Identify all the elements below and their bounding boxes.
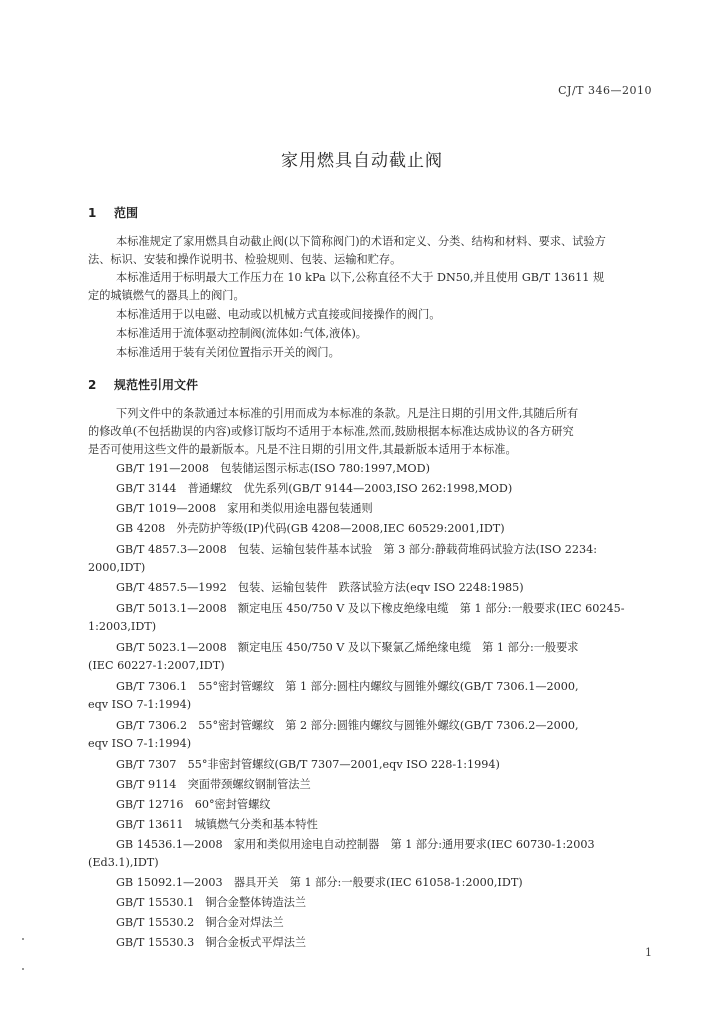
scope-line: 本标准规定了家用燃具自动截止阀(以下简称阀门)的术语和定义、分类、结构和材料、要求、试验方 xyxy=(116,235,606,248)
reference-line: GB 15092.1—2003 器具开关 第 1 部分:一般要求(IEC 61058-1:2000,IDT) xyxy=(116,876,523,889)
reference-line: GB/T 1019—2008 家用和类似用途电器包装通则 xyxy=(116,502,373,515)
reference-line: 1:2003,IDT) xyxy=(88,620,157,633)
section-number: 2 xyxy=(88,378,97,392)
reference-line: 2000,IDT) xyxy=(88,561,146,574)
reference-line: GB/T 12716 60°密封管螺纹 xyxy=(116,798,271,811)
page-number: 1 xyxy=(645,946,652,959)
reference-line: GB 4208 外壳防护等级(IP)代码(GB 4208—2008,IEC 60529:2001,IDT) xyxy=(116,522,505,535)
section-title: 范围 xyxy=(114,206,139,220)
reference-line: GB/T 7306.2 55°密封管螺纹 第 2 部分:圆锥内螺纹与圆锥外螺纹(GB/T 7306.2—2000, xyxy=(116,719,579,732)
reference-line: GB 14536.1—2008 家用和类似用途电自动控制器 第 1 部分:通用要求(IEC 60730-1:2003 xyxy=(116,838,595,851)
reference-line: GB/T 5023.1—2008 额定电压 450/750 V 及以下聚氯乙烯绝缘电缆 第 1 部分:一般要求 xyxy=(116,641,579,654)
reference-line: (IEC 60227-1:2007,IDT) xyxy=(88,659,225,672)
scope-line: 本标准适用于装有关闭位置指示开关的阀门。 xyxy=(116,346,340,359)
reference-line: GB/T 13611 城镇燃气分类和基本特性 xyxy=(116,818,318,831)
document-title: 家用燃具自动截止阀 xyxy=(281,151,443,171)
reference-line: GB/T 4857.5—1992 包装、运输包装件 跌落试验方法(eqv ISO 2248:1985) xyxy=(116,581,524,594)
section-heading-scope xyxy=(88,204,138,221)
reference-line: GB/T 5013.1—2008 额定电压 450/750 V 及以下橡皮绝缘电缆 第 1 部分:一般要求(IEC 60245- xyxy=(116,602,625,615)
reference-line: GB/T 15530.1 铜合金整体铸造法兰 xyxy=(116,896,307,909)
reference-line: 下列文件中的条款通过本标准的引用而成为本标准的条款。凡是注日期的引用文件,其随后所有 xyxy=(116,407,579,420)
standard-code: CJ/T 346—2010 xyxy=(558,84,652,97)
reference-line: eqv ISO 7-1:1994) xyxy=(88,698,192,711)
reference-line: eqv ISO 7-1:1994) xyxy=(88,737,192,750)
scope-line: 本标准适用于以电磁、电动或以机械方式直接或间接操作的阀门。 xyxy=(116,308,441,321)
section-heading-references xyxy=(88,376,198,393)
scope-line: 本标准适用于流体驱动控制阀(流体如:气体,液体)。 xyxy=(116,327,367,340)
reference-line: GB/T 3144 普通螺纹 优先系列(GB/T 9144—2003,ISO 262:1998,MOD) xyxy=(116,482,513,495)
reference-line: 是否可使用这些文件的最新版本。凡是不注日期的引用文件,其最新版本适用于本标准。 xyxy=(88,443,517,456)
reference-line: GB/T 15530.2 铜合金对焊法兰 xyxy=(116,916,284,929)
reference-line: (Ed3.1),IDT) xyxy=(88,856,159,869)
scan-speck xyxy=(22,938,24,940)
reference-line: GB/T 15530.3 铜合金板式平焊法兰 xyxy=(116,936,307,949)
scope-line: 定的城镇燃气的器具上的阀门。 xyxy=(88,289,245,302)
reference-line: GB/T 7306.1 55°密封管螺纹 第 1 部分:圆柱内螺纹与圆锥外螺纹(GB/T 7306.1—2000, xyxy=(116,680,579,693)
reference-line: 的修改单(不包括勘误的内容)或修订版均不适用于本标准,然而,鼓励根据本标准达成协议的各方研究 xyxy=(88,425,574,438)
scope-line: 本标准适用于标明最大工作压力在 10 kPa 以下,公称直径不大于 DN50,并且使用 GB/T 13611 规 xyxy=(116,271,605,284)
section-number: 1 xyxy=(88,206,97,220)
reference-line: GB/T 7307 55°非密封管螺纹(GB/T 7307—2001,eqv ISO 228-1:1994) xyxy=(116,758,500,771)
scan-speck xyxy=(22,968,24,970)
reference-line: GB/T 9114 突面带颈螺纹钢制管法兰 xyxy=(116,778,311,791)
section-title: 规范性引用文件 xyxy=(114,378,199,392)
scope-line: 法、标识、安装和操作说明书、检验规则、包装、运输和贮存。 xyxy=(88,253,402,266)
reference-line: GB/T 4857.3—2008 包装、运输包装件基本试验 第 3 部分:静载荷堆码试验方法(ISO 2234: xyxy=(116,543,598,556)
reference-line: GB/T 191—2008 包装储运图示标志(ISO 780:1997,MOD) xyxy=(116,462,430,475)
